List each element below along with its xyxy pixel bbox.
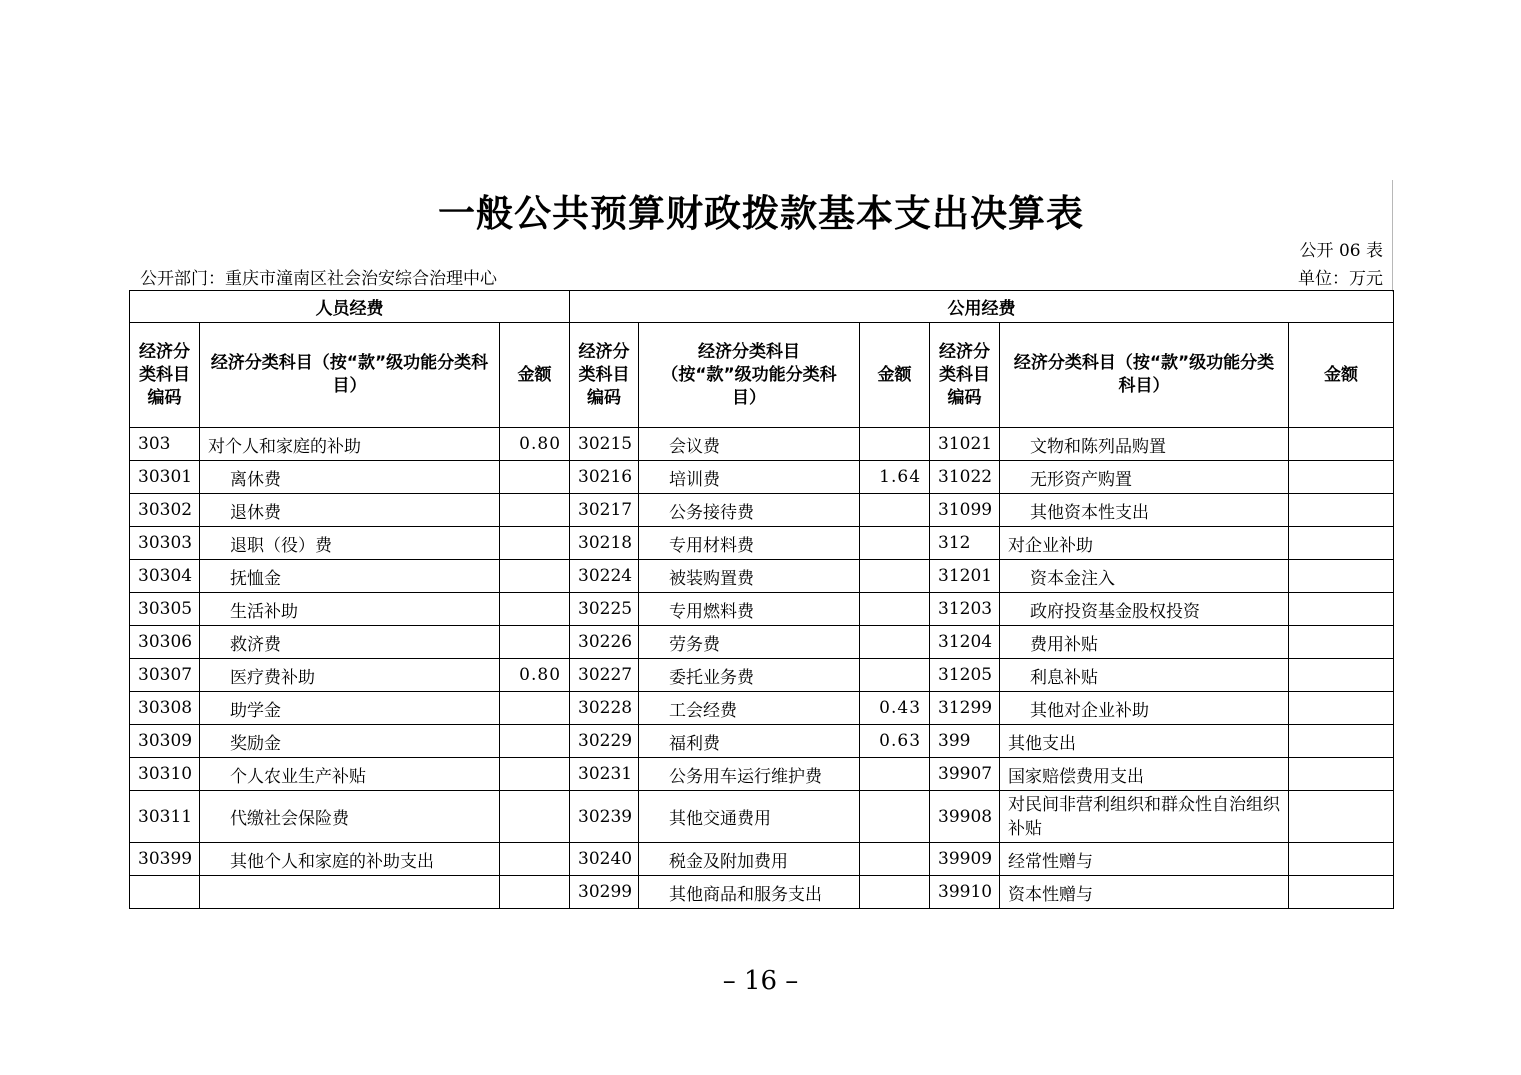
code-cell: 30224 [570, 560, 639, 593]
name-cell: 委托业务费 [639, 659, 860, 692]
code-cell: 30399 [130, 843, 200, 876]
code-cell: 30302 [130, 494, 200, 527]
name-cell: 政府投资基金股权投资 [1000, 593, 1289, 626]
name-cell: 国家赔偿费用支出 [1000, 758, 1289, 791]
name-cell: 奖励金 [200, 725, 500, 758]
name-cell: 其他对企业补助 [1000, 692, 1289, 725]
name-cell: 公务接待费 [639, 494, 860, 527]
amount-cell [1289, 428, 1394, 461]
code-cell: 31203 [930, 593, 1000, 626]
name-cell: 资本性赠与 [1000, 876, 1289, 909]
table-row [130, 626, 1394, 659]
name-cell: 代缴社会保险费 [200, 791, 500, 843]
name-cell: 其他个人和家庭的补助支出 [200, 843, 500, 876]
amount-cell [1289, 876, 1394, 909]
amount-cell [500, 791, 570, 843]
header-code-2: 经济分类科目编码 [570, 323, 639, 428]
code-cell: 30311 [130, 791, 200, 843]
name-cell: 培训费 [639, 461, 860, 494]
name-cell: 文物和陈列品购置 [1000, 428, 1289, 461]
name-cell: 对民间非营利组织和群众性自治组织补贴 [1000, 791, 1289, 843]
amount-cell [500, 593, 570, 626]
amount-cell [860, 876, 930, 909]
page-edge-line [1392, 180, 1393, 292]
amount-cell: 1.64 [860, 461, 930, 494]
name-cell: 退休费 [200, 494, 500, 527]
amount-cell [860, 758, 930, 791]
name-cell: 专用材料费 [639, 527, 860, 560]
page-number: – 16 – [722, 966, 799, 996]
amount-cell [860, 428, 930, 461]
table-row [130, 843, 1394, 876]
name-cell: 费用补贴 [1000, 626, 1289, 659]
code-cell: 39909 [930, 843, 1000, 876]
amount-cell [860, 659, 930, 692]
code-cell [130, 876, 200, 909]
amount-cell [500, 461, 570, 494]
table-row [130, 692, 1394, 725]
name-cell: 其他商品和服务支出 [639, 876, 860, 909]
code-cell: 30227 [570, 659, 639, 692]
header-name-2: 经济分类科目（按“款”级功能分类科目） [639, 323, 860, 428]
code-cell: 30309 [130, 725, 200, 758]
code-cell: 30305 [130, 593, 200, 626]
code-cell: 30299 [570, 876, 639, 909]
header-amount-3: 金额 [1289, 323, 1394, 428]
amount-cell: 0.80 [500, 428, 570, 461]
column-header-row [130, 323, 1394, 428]
code-cell: 30301 [130, 461, 200, 494]
name-cell: 其他支出 [1000, 725, 1289, 758]
name-cell: 会议费 [639, 428, 860, 461]
code-cell: 30225 [570, 593, 639, 626]
amount-cell [1289, 758, 1394, 791]
group-public: 公用经费 [570, 291, 1394, 323]
code-cell: 31022 [930, 461, 1000, 494]
code-cell: 31201 [930, 560, 1000, 593]
amount-cell [500, 692, 570, 725]
code-cell: 30228 [570, 692, 639, 725]
table-row [130, 876, 1394, 909]
table-row [130, 659, 1394, 692]
amount-cell: 0.63 [860, 725, 930, 758]
name-cell: 劳务费 [639, 626, 860, 659]
header-amount-2: 金额 [860, 323, 930, 428]
code-cell: 39910 [930, 876, 1000, 909]
group-header-row [130, 291, 1394, 323]
name-cell: 个人农业生产补贴 [200, 758, 500, 791]
code-cell: 30310 [130, 758, 200, 791]
code-cell: 31021 [930, 428, 1000, 461]
code-cell: 303 [130, 428, 200, 461]
name-cell: 被装购置费 [639, 560, 860, 593]
amount-cell [500, 758, 570, 791]
code-cell: 30217 [570, 494, 639, 527]
group-personnel: 人员经费 [130, 291, 570, 323]
name-cell: 专用燃料费 [639, 593, 860, 626]
table-row [130, 428, 1394, 461]
table-row [130, 494, 1394, 527]
amount-cell [500, 626, 570, 659]
amount-cell [1289, 593, 1394, 626]
table-row [130, 560, 1394, 593]
code-cell: 30231 [570, 758, 639, 791]
name-cell: 其他资本性支出 [1000, 494, 1289, 527]
amount-cell [860, 494, 930, 527]
amount-cell [500, 725, 570, 758]
name-cell: 对企业补助 [1000, 527, 1289, 560]
name-cell: 公务用车运行维护费 [639, 758, 860, 791]
page-title: 一般公共预算财政拨款基本支出决算表 [438, 192, 1084, 235]
code-cell: 30303 [130, 527, 200, 560]
amount-cell [1289, 692, 1394, 725]
amount-cell [500, 494, 570, 527]
amount-cell [500, 560, 570, 593]
code-cell: 312 [930, 527, 1000, 560]
table-row [130, 461, 1394, 494]
header-amount-1: 金额 [500, 323, 570, 428]
name-cell: 工会经费 [639, 692, 860, 725]
name-cell: 经常性赠与 [1000, 843, 1289, 876]
code-cell: 30240 [570, 843, 639, 876]
code-cell: 399 [930, 725, 1000, 758]
name-cell: 离休费 [200, 461, 500, 494]
code-cell: 30215 [570, 428, 639, 461]
name-cell: 救济费 [200, 626, 500, 659]
name-cell: 资本金注入 [1000, 560, 1289, 593]
code-cell: 31299 [930, 692, 1000, 725]
amount-cell [1289, 560, 1394, 593]
header-name-3: 经济分类科目（按“款”级功能分类科目） [1000, 323, 1289, 428]
name-cell: 对个人和家庭的补助 [200, 428, 500, 461]
name-cell: 抚恤金 [200, 560, 500, 593]
code-cell: 31205 [930, 659, 1000, 692]
amount-cell: 0.43 [860, 692, 930, 725]
header-code-3: 经济分类科目编码 [930, 323, 1000, 428]
code-cell: 30308 [130, 692, 200, 725]
name-cell: 退职（役）费 [200, 527, 500, 560]
code-cell: 30239 [570, 791, 639, 843]
name-cell: 助学金 [200, 692, 500, 725]
amount-cell [860, 593, 930, 626]
amount-cell [1289, 494, 1394, 527]
amount-cell [1289, 626, 1394, 659]
amount-cell [1289, 659, 1394, 692]
code-cell: 39908 [930, 791, 1000, 843]
code-cell: 30306 [130, 626, 200, 659]
table-number: 公开 06 表 [1299, 241, 1383, 261]
amount-cell [860, 843, 930, 876]
amount-cell [860, 626, 930, 659]
header-name-1: 经济分类科目（按“款”级功能分类科目） [200, 323, 500, 428]
name-cell [200, 876, 500, 909]
amount-cell: 0.80 [500, 659, 570, 692]
code-cell: 30307 [130, 659, 200, 692]
code-cell: 31099 [930, 494, 1000, 527]
code-cell: 31204 [930, 626, 1000, 659]
code-cell: 30304 [130, 560, 200, 593]
name-cell: 税金及附加费用 [639, 843, 860, 876]
code-cell: 30218 [570, 527, 639, 560]
amount-cell [500, 527, 570, 560]
table-row [130, 527, 1394, 560]
table-row [130, 758, 1394, 791]
table-row [130, 593, 1394, 626]
code-cell: 30216 [570, 461, 639, 494]
amount-cell [1289, 527, 1394, 560]
amount-cell [500, 876, 570, 909]
code-cell: 39907 [930, 758, 1000, 791]
amount-cell [1289, 843, 1394, 876]
name-cell: 其他交通费用 [639, 791, 860, 843]
amount-cell [860, 527, 930, 560]
expenditure-table [129, 290, 1394, 909]
name-cell: 无形资产购置 [1000, 461, 1289, 494]
amount-cell [860, 560, 930, 593]
department-label: 公开部门：重庆市潼南区社会治安综合治理中心 [140, 269, 497, 289]
amount-cell [860, 791, 930, 843]
unit-label: 单位：万元 [1298, 269, 1383, 289]
name-cell: 福利费 [639, 725, 860, 758]
name-cell: 医疗费补助 [200, 659, 500, 692]
code-cell: 30229 [570, 725, 639, 758]
amount-cell [1289, 725, 1394, 758]
name-cell: 利息补贴 [1000, 659, 1289, 692]
amount-cell [1289, 791, 1394, 843]
amount-cell [500, 843, 570, 876]
header-code-1: 经济分类科目编码 [130, 323, 200, 428]
table-row [130, 791, 1394, 843]
code-cell: 30226 [570, 626, 639, 659]
table-row [130, 725, 1394, 758]
amount-cell [1289, 461, 1394, 494]
name-cell: 生活补助 [200, 593, 500, 626]
